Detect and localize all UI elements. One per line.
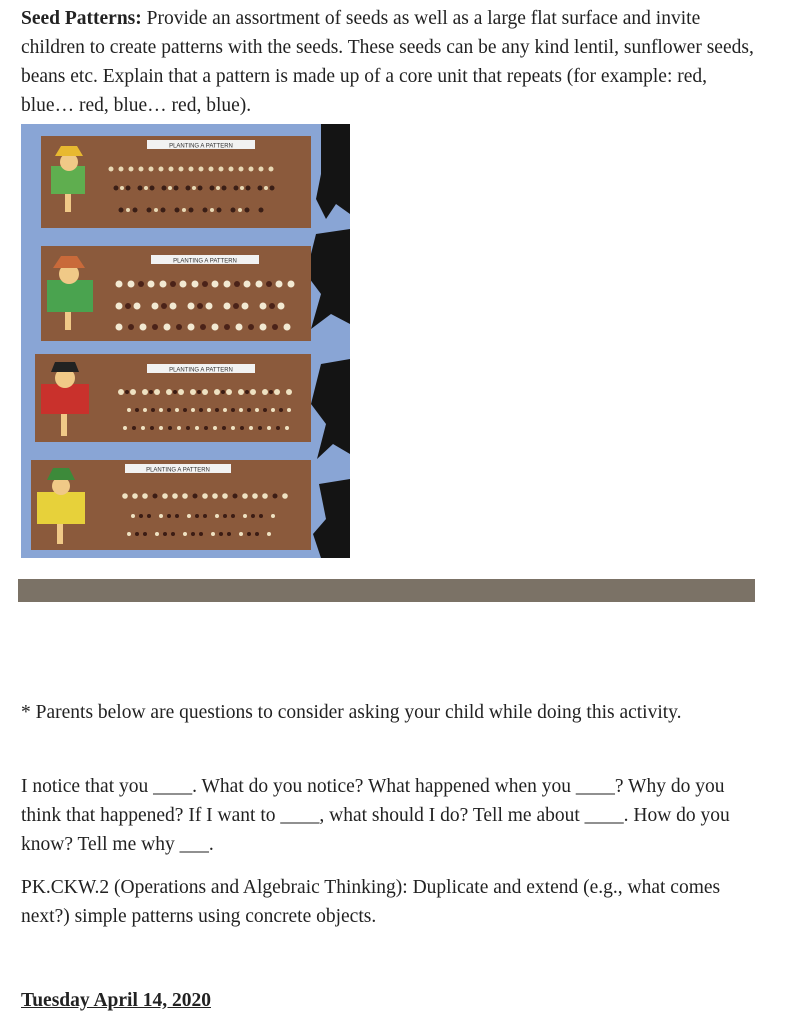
parents-note: * Parents below are questions to consider asking your child while doing this activity.	[21, 702, 682, 723]
pattern-board-1	[41, 136, 311, 228]
banner-label: PLANTING A PATTERN	[173, 258, 237, 265]
intro-paragraph	[21, 4, 761, 120]
banner-label: PLANTING A PATTERN	[169, 143, 233, 150]
questions-paragraph: I notice that you ____. What do you notice? What happened when you ____? Why do you think that happened? If I want to ____, what should I do? Tell me about ____. How do you know? Tell me why ___.	[21, 776, 730, 855]
standard-paragraph: PK.CKW.2 (Operations and Algebraic Thinking): Duplicate and extend (e.g., what comes next?) simple patterns using concrete objects.	[21, 877, 721, 927]
banner-label: PLANTING A PATTERN	[169, 367, 233, 374]
pattern-board-4	[31, 460, 311, 550]
date-heading: Tuesday April 14, 2020	[21, 990, 211, 1011]
pattern-board-3	[35, 354, 311, 442]
pattern-board-2	[41, 246, 311, 341]
banner-label: PLANTING A PATTERN	[146, 467, 210, 474]
intro-body: Provide an assortment of seeds as well as a large flat surface and invite children to create patterns with the seeds. These seeds can be any kind lentil, sunflower seeds, beans etc. Explain that a pattern is made up of a core unit that repeats (for example: red, blue… red, blue… red, blue).	[21, 8, 754, 116]
seed-pattern-photo	[21, 124, 350, 558]
section-divider	[18, 579, 755, 602]
intro-heading: Seed Patterns:	[21, 8, 142, 29]
